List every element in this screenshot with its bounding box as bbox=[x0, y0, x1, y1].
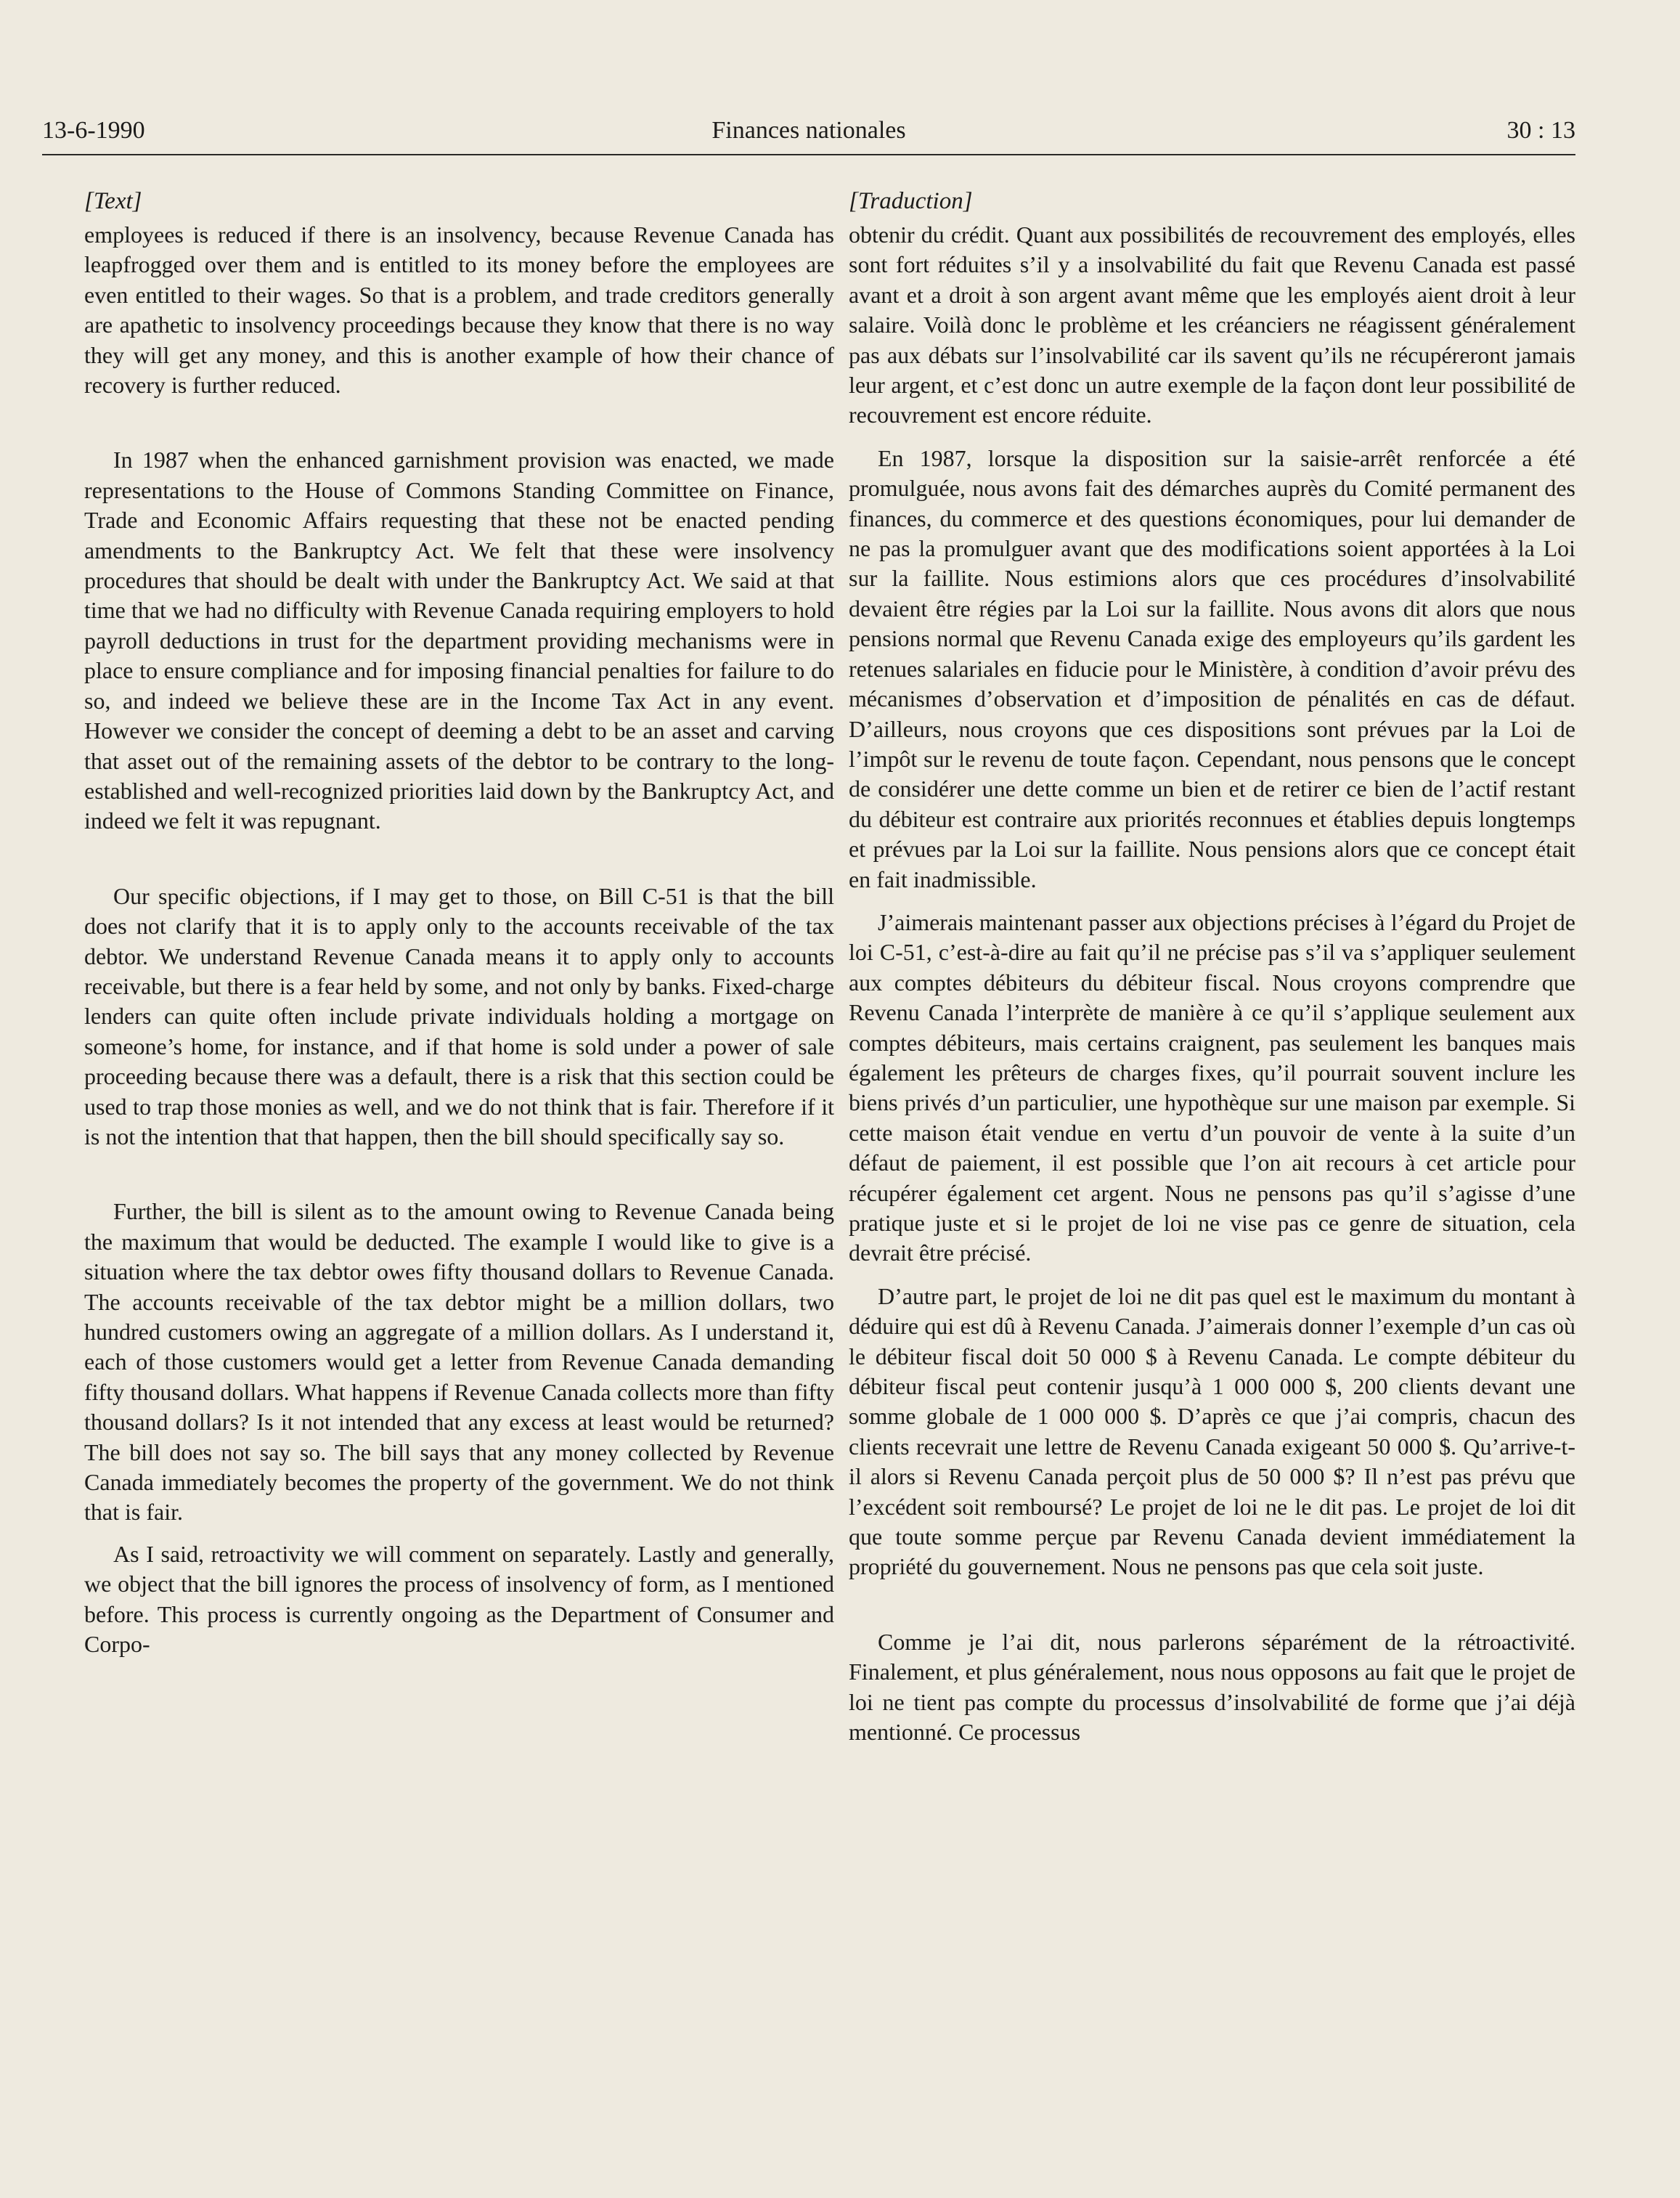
header-date: 13-6-1990 bbox=[42, 117, 145, 144]
paragraph: employees is reduced if there is an insolvency, because Revenue Canada has leapfrogged over them and is entitled to its money before the employees are even entitled to their wages. So that is a problem, and trade creditors generally are apathetic to insolvency proceedings because they know that there is no way they will get any money, and this is another example of how their chance of recovery is further reduced. bbox=[84, 221, 834, 399]
english-column bbox=[84, 185, 834, 1659]
paragraph: D’autre part, le projet de loi ne dit pas quel est le maximum du montant à déduire qui est dû à Revenu Canada. J’aimerais donner l’exemple d’un cas où le débiteur fiscal doit 50 000 $ à Revenu Canada. Le compte débiteur du débiteur fiscal peut contenir jusqu’à 1 000 000 $, 200 clients devant une somme globale de 1 000 000 $. D’après ce que j’ai compris, chacun des clients recevrait une lettre de Revenu Canada exigeant 50 000 $. Qu’arrive-t-il alors si Revenu Canada perçoit plus de 50 000 $? Il n’est pas prévu que l’excédent soit remboursé? Le projet de loi ne le dit pas. Le projet de loi dit que toute somme perçue par Revenu Canada devient immédiatement la propriété du gouvernement. Nous ne pensons pas que cela soit juste. bbox=[849, 1282, 1575, 1580]
paragraph: As I said, retroactivity we will comment on separately. Lastly and generally, we object that the bill ignores the process of insolvency of form, as I mentioned before. This process is currently ongoing as the Department of Consumer and Corpo- bbox=[84, 1540, 834, 1658]
paragraph: Further, the bill is silent as to the amount owing to Revenue Canada being the maximum that would be deducted. The example I would like to give is a situation where the tax debtor owes fifty thousand dollars to Revenue Canada. The accounts receivable of the tax debtor might be a million dollars, two hundred customers owing an aggregate of a million dollars. As I understand it, each of those customers would get a letter from Revenue Canada demanding fifty thousand dollars. What happens if Revenue Canada collects more than fifty thousand dollars? Is it not intended that any excess at least would be returned? The bill does not say so. The bill says that any money collected by Revenue Canada immediately becomes the property of the government. We do not think that is fair. bbox=[84, 1198, 834, 1526]
paragraph: J’aimerais maintenant passer aux objections précises à l’égard du Projet de loi C-51, c’est-à-dire au fait qu’il ne précise pas s’il va s’appliquer seulement aux comptes débiteurs du débiteur fiscal. Nous croyons comprendre que Revenu Canada l’interprète de manière à ce qu’il s’applique seulement aux comptes débiteurs, mais certains craignent, pas seulement les banques mais également les prêteurs de charges fixes, qu’il pourrait souvent inclure les biens privés d’un particulier, une hypothèque sur une maison par exemple. Si cette maison était vendue en vertu d’un pouvoir de vente à la suite d’un défaut de paiement, il est possible que l’on ait recours à cet article pour récupérer également cet argent. Nous ne pensons pas qu’il s’agisse d’une pratique juste et si le projet de loi ne vise pas ce genre de situation, cela devrait être précisé. bbox=[849, 908, 1575, 1266]
running-header bbox=[42, 109, 1575, 152]
header-rule bbox=[42, 154, 1575, 155]
column-label-traduction: [Traduction] bbox=[849, 188, 973, 214]
paragraph: In 1987 when the enhanced garnishment provision was enacted, we made representations to the House of Commons Standing Committee on Finance, Trade and Economic Affairs requesting that these not be enacted pending amendments to the Bankruptcy Act. We felt that these were insolvency procedures that should be dealt with under the Bankruptcy Act. We said at that time that we had no difficulty with Revenue Canada requiring employers to hold payroll deductions in trust for the department providing mechanisms were in place to ensure compliance and for imposing financial penalties for failure to do so, and indeed we believe these are in the Income Tax Act in any event. However we consider the concept of deeming a debt to be an asset and carving that asset out of the remaining assets of the debtor to be contrary to the long-established and well-recognized priorities laid down by the Bankruptcy Act, and indeed we felt it was repugnant. bbox=[84, 447, 834, 834]
header-page-number: 30 : 13 bbox=[1506, 117, 1575, 144]
column-label-text: [Text] bbox=[84, 188, 142, 214]
paragraph: obtenir du crédit. Quant aux possibilités de recouvrement des employés, elles sont fort réduites s’il y a insolvabilité du fait que Revenu Canada est passé avant et a droit à son argent avant même que les employés aient droit à leur salaire. Voilà donc le problème et les créanciers ne réagissent généralement pas aux débats sur l’insolvabilité car ils savent qu’ils ne récupéreront jamais leur argent, et c’est donc un autre exemple de la façon dont leur possibilité de recouvrement est encore réduite. bbox=[849, 221, 1575, 428]
paragraph: En 1987, lorsque la disposition sur la saisie-arrêt renforcée a été promulguée, nous avons fait des démarches auprès du Comité permanent des finances, du commerce et des questions économiques, pour lui demander de ne pas la promulguer avant que des modifications soient apportées à la Loi sur la faillite. Nous estimions alors que ces procédures d’insolvabilité devaient être régies par la Loi sur la faillite. Nous avons dit alors que nous pensions normal que Revenu Canada exige des employeurs qu’ils gardent les retenues salariales en fiducie pour le Ministère, à condition d’avoir prévu des mécanismes d’observation et d’imposition de pénalités en cas de défaut. D’ailleurs, nous croyons que ces dispositions sont prévues par la Loi de l’impôt sur le revenu de toute façon. Cependant, nous pensons que le concept de considérer une dette comme un bien et de retirer ce bien de l’actif restant du débiteur est contraire aux priorités reconnues et établies depuis longtemps et prévues par la Loi sur la faillite. Nous pensions alors que ce concept était en fait inadmissible. bbox=[849, 444, 1575, 892]
paragraph: Comme je l’ai dit, nous parlerons séparément de la rétroactivité. Finalement, et plus généralement, nous nous opposons au fait que le projet de loi ne tient pas compte du processus d’insolvabilité de forme que j’ai déjà mentionné. Ce processus bbox=[849, 1628, 1575, 1746]
header-title: Finances nationales bbox=[711, 117, 906, 144]
french-column bbox=[849, 185, 1575, 1748]
paragraph: Our specific objections, if I may get to those, on Bill C-51 is that the bill does not clarify that it is to apply only to the accounts receivable of the tax debtor. We understand Revenue Canada means it to apply only to accounts receivable, but there is a fear held by some, and not only by banks. Fixed-charge lenders can quite often include private individuals holding a mortgage on someone’s home, for instance, and if that home is sold under a power of sale proceeding because there was a default, there is a risk that this section could be used to trap those monies as well, and we do not think that is fair. Therefore if it is not the intention that that happen, then the bill should specifically say so. bbox=[84, 882, 834, 1149]
